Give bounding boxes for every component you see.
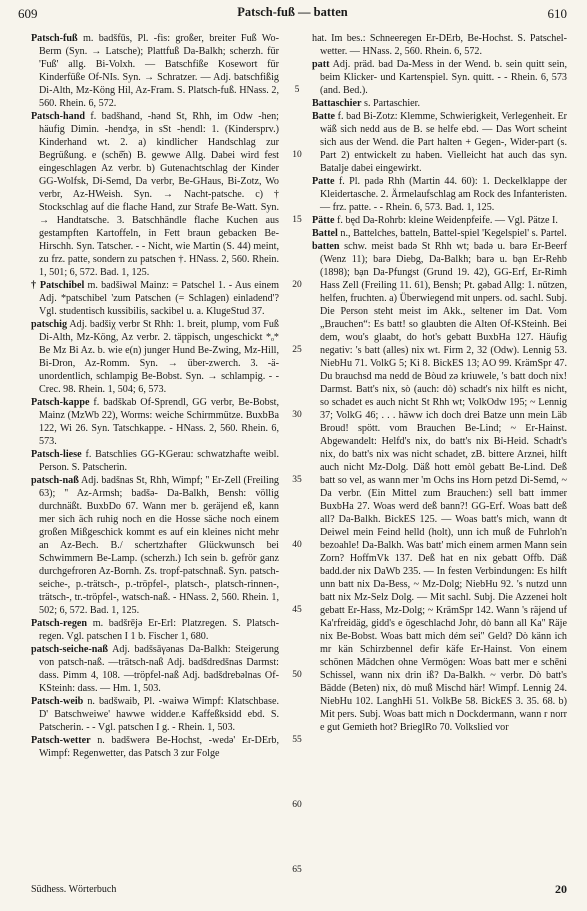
entry-text: m. badšfūs, Pl. -fis: großer, breiter Fuß Wo-Berm (Syn. → Latsche); Plattfuß Da-Balkh; scherzh. für 'Fuß' allg. Bi-Volxh. — Batschfiße Kosewort für Kinderfüße Of-NIs. Syn. → Schratzer. — Adj. batschfißig Di-Alth, Mz-Köng Hil, Az-Fram. S. Platsch-fuß. HNass. 2, 560. Rhein. 6, 572. — [39, 33, 279, 109]
entry-lemma: Batte — [312, 111, 336, 122]
dictionary-entry — [312, 227, 567, 240]
entry-text: f. badšhand, -hənd St, Rhh, im Odw -hen; häufig Dimin. -hendʒə, in sSt -hendl: 1. (Kindersprv.) Kinderhand wt. 2. a) kindlicher Handschlag zur Begrüßung. e (schē̆n) B. gewwe Allg. Dabei wird fest eingeschlagen Az verbr. b) Gutenachtschlag der Kinder GG-Wolfsk, Di-Semd, Da verbr, Be-GHaus, Bi-Zotz, Wo verbr, Az-HWeish. Syn. → Nacht-patsche. c) † Stockschlag auf die flache Hand, zur Strafe Be-Watt. Syn. → Handtatsche. 3. Batschhändle flache Kuchen aus gestampften Kartoffeln, in Fett braun gebacken Be-Hirschh. Syn. Tatscher. - - Nicht, wie Martin (S. 44) meint, zu frz. patte, sondern zu patschen †. HNass. 2, 560. Rhein. 1, 501; 6, 572. Bad. 1, 125. — [39, 111, 279, 278]
entry-lemma: patsch-naß — [31, 475, 79, 486]
dictionary-entry — [31, 617, 279, 643]
line-number: 35 — [292, 475, 302, 485]
line-number: 50 — [292, 670, 302, 680]
entry-text: n. badšwaib, Pl. -waiwə Wimpf: Klatschbase. D' Batschweiwe' hawwe widder.e Kaffeßksidd ebd. S. Patscherin. - - Vgl. patschen I g. - Rhein. 1, 503. — [39, 696, 279, 733]
line-number: 40 — [292, 540, 302, 550]
right-column — [312, 32, 567, 734]
entry-lemma: Patsch-hand — [31, 111, 86, 122]
entry-lemma: Pätte — [312, 215, 335, 226]
dictionary-entry — [31, 474, 279, 617]
entry-text: schw. meist badə St Rhh wt; badə u. barə Er-Beerf (Wenz 11); barə Diebg, Da-Balkh; barə u. bạn Er-Rehb (1898); bạn Da-Pfungst (Grund 19. 42), GG-Erf, Er-Rimh Hass Zell (Freiling 11. 61), Bensh; Pt. gəbad Allg: 1. nützen, helfen, fruchten. a) Überwiegend mit unpers. od. sachl. Subj. Die Person steht meist im Akk., seltener im Dat. Vom „Brauchen“: Es batt! so glaubten die Alten Of-KSteinh. Bei dem, wou's glaabt, do hot's gebatt BuxbHa 127. Häufig negativ: 's batt (alles) nix wt. Firm 2, 32 (Odw). Lennig 53. NiebHu 71. VolkG 5; Ki 8. BickES 13; AO 99. KrämSpr 47. Du brauchsd ma nedd de Bòud zə kriuwele, 's batt doch nix! Darmst. Batt's nix, sò (auch: dò) schadt's nix hilft es nicht, so schadet es auch nicht St Rhh wt; VolkOdw 195; ~ Lennig 37; VolkG 46; . . . häww ich doch drei Batze unn mein Läb Broud! spött. vom Brauchen Be-Lind; ~ Er-Hainst. Abgewandelt: Helfd's nix, do batt's nix Bi-Heid. Schadt's nix, do batt's nix was nicht schadet, zB. bittere Arznei, hilft auch nicht Mz-Dolg. Däß hott emòl gebatt Be-Lind. Deß batt so vel, as wann mer 'm Ochs ins Horn petzd Di-Semd, ~ Da verbr. (Ein Mittel zum Brauchen:) sell batt immer BuxbHa 27. Woas werd deß bann?! GG-Erf. Woas batt deß all? Da-Balkh. BickES 125. — Woas batt's mich, wann dt Deiwel mein Feind helld (holt), unn ich muß de Fuhrloh'n bezoahle! Da-Balkh. Was batt' mich einem armen Mann sein Zorn? HoffmVk 137. Deß hat en nix gebatt Offb. Däß badd.der nix DaWb 235. — In festen Verbindungen: Es hilft unn batt nix Da-Bess, ~ Mz-Dolg; NiebHu 92. 's nutzd unn batt nix Mz-Selz Dolg. — Mit sachl. Subj. Die Azzenei holt gebatt Er-Hass, Mz-Dolg; ~ KrämSpr 142. Wann 's räjend uf Ka'rfreidäg, gidd's e ögeschlachd Johr, dò bann all Ka'' Räje nix Be-Bobst. Woas batt mich dém sei'' Geld? Dò känn ich mr kän Schirzbennel defir käfe Er-Hainst. Von einem schönen Mädchen ohne Vermögen: Woas batt mer e schēni Schissel, wann nix drin iß? Da-Balkh. ~ verbr. Dò batt's Bädde (Beten) nix, dò muß Mischd här! Wimpf. Lennig 24. NiebHu 102. LanghHi 51. VolkBe 58. BickES 3. 35. 68. b) Mit pers. Subj. Woas batt mich n Dockdermann, wann r norr e gut Gemieth hot? BrieglRo 70. Volkslied vor — [320, 241, 567, 733]
line-number: 20 — [292, 280, 302, 290]
signature-mark: 20 — [555, 882, 567, 896]
dictionary-entry — [312, 58, 567, 97]
entry-lemma: † Patschibel — [31, 280, 85, 291]
running-title: Patsch-fuß — batten — [237, 5, 348, 19]
entry-text: Adj. badšsāγənas Da-Balkh: Steigerung von patsch-naß. —trätsch-naß Adj. badšdredšnas Darmst: dass. Pimm 4, 108. —tröpfel-naß Adj. badšdrebəlnas Of-KSteinh: dass. — Hm. 1, 503. — [39, 644, 279, 694]
entry-text: n., Battelches, batteln, Battel-spiel 'Kegelspiel' s. Partel. — [337, 228, 567, 239]
entry-lemma: Patsch-wetter — [31, 735, 91, 746]
page-header — [18, 3, 567, 25]
entry-text: n. badšwerə Be-Hochst, -wedə' Er-DErb, Wimpf: Regenwetter, das Patsch 3 zur Folge — [39, 735, 279, 759]
entry-lemma: patschig — [31, 319, 68, 330]
entry-text: s. Partaschier. — [361, 98, 420, 109]
dictionary-entry — [312, 32, 567, 58]
line-number: 10 — [292, 150, 302, 160]
entry-text: hat. Im bes.: Schneeregen Er-DErb, Be-Hochst. S. Patschel-wetter. — HNass. 2, 560. Rhein. 6, 572. — [312, 33, 567, 57]
line-number: 60 — [292, 800, 302, 810]
entry-text: f. bad Bi-Zotz: Klemme, Schwierigkeit, Verlegenheit. Er wäß sich nedd aus de B. se helfe ebd. — Das Wort scheint sich aus der Wend. die Part halten + Gegen-, Wider-part (s. Part 2) entwickelt zu haben. Vielleicht hat auch das syn. Batalje dabei eingewirkt. — [320, 111, 567, 174]
left-column — [31, 32, 279, 760]
entry-lemma: Patsch-fuß — [31, 33, 78, 44]
dictionary-entry — [31, 643, 279, 695]
page-footer — [31, 884, 567, 900]
entry-lemma: Battel — [312, 228, 338, 239]
entry-text: f. będ Da-Rohrb: kleine Weidenpfeife. — Vgl. Pätze I. — [334, 215, 558, 226]
entry-lemma: batten — [312, 241, 340, 252]
entry-text: Adj. badšiχ verbr St Rhh: 1. breit, plump, vom Fuß Di-Alth, Mz-Köng, Az verbr. 2. täppisch, ungeschickt *ₒ* Be Mz Bi Az. b. wie e(n) junger Hund Be-Zwing, Mz-Hill, Bi-Dron, Az-Romm. Syn. → über-zwerch. 3. -ä- unordentlich, schlampig Be-Bobst. Syn. → schlampig. - - Crec. 98. Rhein. 1, 504; 6, 573. — [39, 319, 279, 395]
entry-lemma: Patsch-liese — [31, 449, 82, 460]
page-number-right: 610 — [547, 6, 567, 21]
line-number: 5 — [294, 85, 300, 95]
line-number: 55 — [292, 735, 302, 745]
dictionary-entry — [31, 32, 279, 110]
dictionary-entry — [31, 396, 279, 448]
line-number: 15 — [292, 215, 302, 225]
page-number-left: 609 — [18, 6, 38, 21]
line-number: 25 — [292, 345, 302, 355]
line-number: 65 — [292, 865, 302, 875]
dictionary-entry — [31, 318, 279, 396]
entry-text: m. badšiwəl Mainz: = Patschel 1. - Aus einem Adj. *patschibel 'zum Patschen (= Schlagen) einladend'? Vgl. studentisch kussibilis, sackibel u. a. KlugeStud 37. — [39, 280, 279, 317]
entry-text: f. badškab Of-Sprendl, GG verbr, Be-Bobst, Mainz (MzWb 22), Worms: weiche Schirmmütze. BuxbBa 122, Wi 26. Syn. Tatschkappe. - HNass. 2, 560. Rhein. 6, 573. — [39, 397, 279, 447]
entry-text: m. badšrējə Er-Erl: Platzregen. S. Platsch-regen. Vgl. patschen I 1 b. Fischer 1, 680. — [39, 618, 279, 642]
entry-lemma: Battaschier — [312, 98, 362, 109]
line-number: 30 — [292, 410, 302, 420]
entry-lemma: Patsch-weib — [31, 696, 84, 707]
dictionary-entry — [312, 240, 567, 734]
entry-lemma: Patsch-kappe — [31, 397, 90, 408]
dictionary-entry — [312, 97, 567, 110]
entry-lemma: patt — [312, 59, 330, 70]
entry-lemma: Patsch-regen — [31, 618, 88, 629]
dictionary-entry — [312, 214, 567, 227]
entry-text: Adj. präd. bad Da-Mess in der Wend. b. sein quitt sein, beim Klicker- und Kartenspiel. Syn. quitt. - - Rhein. 6, 573 (and. Bed.). — [320, 59, 567, 96]
entry-lemma: Patte — [312, 176, 335, 187]
dictionary-entry — [31, 695, 279, 734]
dictionary-entry — [312, 110, 567, 175]
dictionary-entry — [31, 279, 279, 318]
entry-text: f. Pl. padə Rhh (Martin 44. 60): 1. Deckelklappe der Kleidertasche. 2. Ärmelaufschlag am Rock des Infanteristen. — frz. patte. - - Rhein. 6, 573. Bad. 1, 125. — [320, 176, 567, 213]
footer-source: Südhess. Wörterbuch — [31, 884, 117, 895]
dictionary-entry — [31, 110, 279, 279]
dictionary-entry — [31, 448, 279, 474]
dictionary-entry — [31, 734, 279, 760]
dictionary-entry — [312, 175, 567, 214]
entry-text: Adj. badšnas St, Rhh, Wimpf; '' Er-Zell (Freiling 63); '' Az-Armsh; badšə- Da-Balkh, Bensh: völlig durchnäßt. BuxbDo 67. Wann mer b. geräjend eß, kann mer sich äch ruhig noch en die Hosse säche noch einem großen Mißgeschick kommt es auf ein kleines nicht mehr an Az-Bech. B./ schertzhafter Glückwunsch bei Schwimmern Be-Lamp. (scherzh.) Ich sein b. gefrör ganz durchgefroren Az-Bornh. Zs. tropf-patschnaß. Syn. patsch-seiche-, p.-trätsch-, p.-tröpfel-, platsch-, platsch-rinnen-, trätsch-, tr.-tröpfel-, watsch-naß. - HNass. 2, 560. Rhein. 1, 502; 6, 572. Bad. 1, 125. — [39, 475, 279, 616]
entry-text: f. Batschlies GG-KGerau: schwatzhafte weibl. Person. S. Patscherin. — [39, 449, 279, 473]
line-number: 45 — [292, 605, 302, 615]
entry-lemma: patsch-seiche-naß — [31, 644, 109, 655]
